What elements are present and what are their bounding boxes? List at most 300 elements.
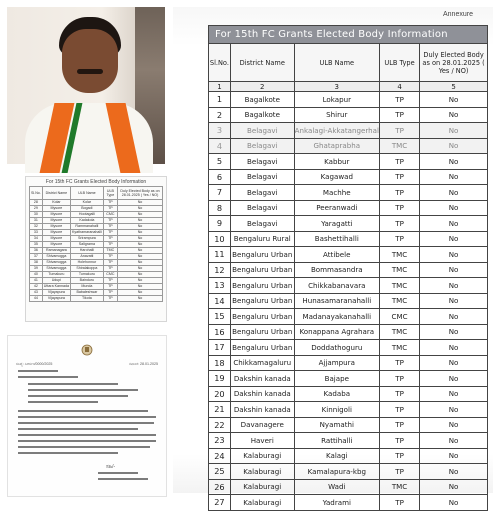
scan-serial-number: 30 [30,212,43,218]
serial-number: 21 [209,402,231,418]
scan-elected-status: No [118,266,163,272]
ulb-name: Kabbur [294,154,379,170]
table-title-row [209,26,488,44]
ulb-type: TP [379,495,419,511]
table-row [209,417,488,433]
letter-text-line [18,422,154,424]
table-row [209,231,488,247]
serial-number: 1 [209,92,231,108]
scan-district-name: Mysore [42,230,70,236]
scan-district-name: Vijayapura [42,296,70,302]
scan-district-name: Mysore [42,206,70,212]
table-row [209,433,488,449]
elected-status: No [420,247,488,263]
column-number: 3 [294,82,379,92]
elected-status: No [420,169,488,185]
scan-ulb-type: CMC [103,272,117,278]
column-header: ULB Type [379,44,419,82]
scan-ulb-name: Hootagalli [70,212,103,218]
scan-district-name: Tumakuru [42,272,70,278]
letter-date: ದಿನಾಂಕ: 28.01.2025 [129,362,158,366]
ulb-name: Attibele [294,247,379,263]
ulb-name: Shirur [294,107,379,123]
scan-ulb-name: Shiralakoppa [70,266,103,272]
scan-ulb-type: TP [103,296,117,302]
scan-column-header: ULB Name [70,187,103,200]
ulb-name: Lokapur [294,92,379,108]
table-row [209,107,488,123]
table-row [209,92,488,108]
elected-status: No [420,479,488,495]
ulb-name: Wadi [294,479,379,495]
portrait-photo [7,7,165,164]
scan-district-name: Vijayapura [42,290,70,296]
scan-ulb-name: Bogadi [70,206,103,212]
ulb-name: Nyamathi [294,417,379,433]
letter-text-line [18,370,58,372]
column-number: 5 [420,82,488,92]
letter-text-line [28,395,128,397]
serial-number: 25 [209,464,231,480]
ulb-type: TP [379,216,419,232]
district-name: Dakshin kanada [230,402,294,418]
scan-ulb-type: TP [103,254,117,260]
table-row [209,278,488,294]
ulb-type: TP [379,386,419,402]
ulb-type: TP [379,464,419,480]
district-name: Bengaluru Urban [230,293,294,309]
elected-status: No [420,324,488,340]
table-row [209,216,488,232]
ulb-name: Chikkabanavara [294,278,379,294]
serial-number: 13 [209,278,231,294]
scan-ulb-type: TP [103,236,117,242]
scan-elected-status: No [118,236,163,242]
ulb-type: TMC [379,293,419,309]
scan-elected-status: No [118,248,163,254]
scan-ulb-type: TP [103,230,117,236]
elected-status: No [420,123,488,139]
scan-district-name: Shivamogga [42,254,70,260]
scan-ulb-type: TMC [103,248,117,254]
scan-elected-status: No [118,212,163,218]
ulb-name: Kadaba [294,386,379,402]
scan-ulb-type: TP [103,218,117,224]
table-row [209,355,488,371]
ulb-type: TP [379,371,419,387]
scan-elected-status: No [118,200,163,206]
annexure-document [171,7,493,508]
serial-number: 4 [209,138,231,154]
scan-header-row [30,187,163,200]
ulb-type: TP [379,355,419,371]
scan-column-header: Sl.No. [30,187,43,200]
serial-number: 3 [209,123,231,139]
serial-number: 11 [209,247,231,263]
scan-serial-number: 34 [30,236,43,242]
elected-body-table [208,25,488,511]
district-name: Dakshin kanada [230,371,294,387]
scan-ulb-type: CMC [103,212,117,218]
elected-status: No [420,262,488,278]
scan-elected-status: No [118,278,163,284]
serial-number: 6 [209,169,231,185]
serial-number: 27 [209,495,231,511]
district-name: Bagalkote [230,92,294,108]
serial-number: 17 [209,340,231,356]
scan-district-name: Mysore [42,236,70,242]
scan-serial-number: 36 [30,248,43,254]
ulb-type: TP [379,231,419,247]
scan-column-header: ULB Type [103,187,117,200]
scan-serial-number: 32 [30,224,43,230]
scan-elected-status: No [118,260,163,266]
table-row [209,169,488,185]
elected-status: No [420,448,488,464]
letter-text-line [18,452,118,454]
ulb-name: Konappana Agrahara [294,324,379,340]
scan-ulb-name: Tikota [70,296,103,302]
column-number-row [209,82,488,92]
scan-table-row [30,296,163,302]
scan-elected-status: No [118,218,163,224]
elected-body-table-body [209,26,488,511]
scan-district-name: Uttara Kannada [43,284,69,288]
district-name: Kalaburagi [230,495,294,511]
scan-elected-status: No [118,224,163,230]
column-number: 1 [209,82,231,92]
ulb-type: TP [379,433,419,449]
letter-text-line [28,389,138,391]
scan-serial-number: 28 [30,200,43,206]
table-row [209,324,488,340]
table-row [209,309,488,325]
face [62,29,118,93]
scan-ulb-type: TP [103,206,117,212]
government-letter [7,335,167,497]
table-row [209,402,488,418]
ulb-type: TMC [379,324,419,340]
district-name: Belagavi [230,169,294,185]
column-header: District Name [230,44,294,82]
ulb-name: Yaragatti [294,216,379,232]
district-name: Kalaburagi [230,464,294,480]
scan-ulb-type: TP [103,260,117,266]
signature: ಸಹಿ/- [106,464,116,470]
elected-status: No [420,495,488,511]
district-name: Belagavi [230,185,294,201]
table-row [209,154,488,170]
ulb-name: Ghataprabha [294,138,379,154]
table-row [209,247,488,263]
district-name: Haveri [230,433,294,449]
serial-number: 23 [209,433,231,449]
district-name: Chikkamagaluru [230,355,294,371]
table-row [209,200,488,216]
serial-number: 18 [209,355,231,371]
ulb-name: Doddathoguru [294,340,379,356]
scan-ulb-type: TP [103,242,117,248]
scan-ulb-name: Kadakola [70,218,103,224]
ulb-type: TMC [379,262,419,278]
serial-number: 24 [209,448,231,464]
ulb-name: Ankalagi-Akkatangerhal [294,123,379,139]
table-row [209,262,488,278]
scan-table-body [30,200,163,302]
elected-status: No [420,402,488,418]
ulb-type: TMC [379,340,419,356]
ulb-type: TMC [379,138,419,154]
letter-reference: ಸಂಖ್ಯೆ: ಸಿಆಸುಇ/0000/2025 [16,362,53,366]
elected-status: No [420,200,488,216]
scan-district-name: Mysore [42,224,70,230]
district-name: Bengaluru Urban [230,247,294,263]
elected-status: No [420,340,488,356]
elected-status: No [420,231,488,247]
scan-ulb-name: Tumakuru [70,272,103,278]
scan-ulb-type: TP [103,284,117,290]
serial-number: 10 [209,231,231,247]
serial-number: 16 [209,324,231,340]
scan-serial-number: 35 [30,242,43,248]
scan-elected-status: No [118,230,163,236]
district-name: Belagavi [230,216,294,232]
ulb-type: TP [379,169,419,185]
letter-text-line [18,434,156,436]
table-row [209,293,488,309]
district-name: Bengaluru Urban [230,324,294,340]
district-name: Belagavi [230,138,294,154]
annexure-label: Annexure [443,11,473,18]
column-header: Sl.No. [209,44,231,82]
letter-text-line [18,446,150,448]
district-name: Belagavi [230,200,294,216]
scan-district-name: Shivamogga [42,260,70,266]
scan-serial-number: 43 [30,290,43,296]
table-row [209,495,488,511]
scan-district-name: Udupi [42,278,70,284]
serial-number: 14 [209,293,231,309]
column-header: Duly Elected Body as on 28.01.2025 ( Yes / NO) [420,44,488,82]
ulb-type: TP [379,185,419,201]
ulb-type: TP [379,448,419,464]
scan-ulb-type: TP [103,278,117,284]
scan-serial-number: 33 [30,230,43,236]
letter-text-line [18,440,156,442]
district-name: Davanagere [230,417,294,433]
scan-elected-status: No [118,242,163,248]
scan-ulb-name: Holehonnur [70,260,103,266]
district-name: Belagavi [230,123,294,139]
table-header-row [209,44,488,82]
ulb-name: Bommasandra [294,262,379,278]
scan-ulb-name: Kyathamaranahalli [71,230,102,234]
district-name: Kalaburagi [230,448,294,464]
table-title: For 15th FC Grants Elected Body Information [209,26,488,44]
ulb-type: TMC [379,278,419,294]
scan-ulb-name: Bainduru [70,278,103,284]
scan-district-name: Mysore [42,218,70,224]
serial-number: 19 [209,371,231,387]
ulb-type: TP [379,92,419,108]
elected-status: No [420,216,488,232]
scan-ulb-type: TP [103,224,117,230]
letter-text-line [28,401,98,403]
table-row [209,448,488,464]
serial-number: 8 [209,200,231,216]
scan-serial-number: 44 [30,296,43,302]
scan-elected-status: No [118,206,163,212]
ulb-name: Madanayakanahalli [294,309,379,325]
scan-ulb-name: Harohalli [70,248,103,254]
district-name: Bengaluru Urban [230,309,294,325]
ulb-type: TP [379,402,419,418]
state-emblem-icon [80,344,94,357]
serial-number: 5 [209,154,231,170]
elected-status: No [420,185,488,201]
scanned-table-page [25,176,167,322]
elected-status: No [420,371,488,387]
ulb-type: TP [379,123,419,139]
ulb-name: Machhe [294,185,379,201]
elected-status: No [420,464,488,480]
elected-status: No [420,92,488,108]
scan-district-name: Ramanagara [42,248,70,254]
ulb-name: Rattihalli [294,433,379,449]
district-name: Kalaburagi [230,479,294,495]
ulb-name: Ajjampura [294,355,379,371]
ulb-type: CMC [379,309,419,325]
elected-status: No [420,309,488,325]
letter-text-line [28,383,118,385]
elected-status: No [420,417,488,433]
table-row [209,123,488,139]
serial-number: 12 [209,262,231,278]
ulb-name: Kinnigoli [294,402,379,418]
district-name: Dakshin kanada [230,386,294,402]
scan-district-name: Mysore [42,242,70,248]
elected-status: No [420,386,488,402]
letter-text-line [98,472,138,474]
serial-number: 9 [209,216,231,232]
table-row [209,371,488,387]
district-name: Bengaluru Urban [230,262,294,278]
elected-status: No [420,154,488,170]
scan-district-name: Kolar [42,200,70,206]
ulb-type: TP [379,154,419,170]
scan-ulb-name: Babaleshwar [70,290,103,296]
elected-status: No [420,293,488,309]
elected-status: No [420,355,488,371]
serial-number: 20 [209,386,231,402]
column-number: 4 [379,82,419,92]
district-name: Belagavi [230,154,294,170]
column-number: 2 [230,82,294,92]
elected-status: No [420,433,488,449]
scan-column-header: Duly Elected Body as on 28.01.2025 ( Yes / NO) [118,187,163,200]
letter-text-line [18,428,138,430]
serial-number: 7 [209,185,231,201]
ulb-type: TP [379,417,419,433]
ulb-name: Kagawad [294,169,379,185]
scan-serial-number: 38 [30,260,43,266]
letter-text-line [18,376,78,378]
annexure-page [173,7,493,508]
serial-number: 22 [209,417,231,433]
scan-elected-status: No [118,284,163,290]
elected-status: No [420,138,488,154]
scan-ulb-name: Kolar [70,200,103,206]
district-name: Bengaluru Urban [230,340,294,356]
ulb-type: TMC [379,247,419,263]
serial-number: 26 [209,479,231,495]
serial-number: 2 [209,107,231,123]
table-row [209,340,488,356]
scan-district-name: Mysore [42,212,70,218]
scan-title: For 15th FC Grants Elected Body Information [45,179,147,185]
scan-elected-status: No [118,290,163,296]
ulb-type: TMC [379,479,419,495]
ulb-name: Kamalapura-kbg [294,464,379,480]
scan-serial-number: 39 [30,266,43,272]
ulb-name: Yadrami [294,495,379,511]
scan-serial-number: 37 [30,254,43,260]
district-name: Bagalkote [230,107,294,123]
scan-serial-number: 29 [30,206,43,212]
scan-column-header: District Name [42,187,70,200]
ulb-name: Bajape [294,371,379,387]
scan-ulb-type: TP [103,290,117,296]
letter-text-line [18,410,148,412]
scan-serial-number: 40 [30,272,43,278]
ulb-type: TP [379,107,419,123]
scan-ulb-name: Srirampura [70,236,103,242]
scan-ulb-name: Rammanahalli [70,224,103,230]
ulb-type: TP [379,200,419,216]
scan-ulb-name: Saligrama [70,242,103,248]
elected-status: No [420,278,488,294]
scan-elected-status: No [118,272,163,278]
scan-ulb-type: TP [103,266,117,272]
table-row [209,185,488,201]
district-name: Bengaluru Urban [230,278,294,294]
ulb-name: Bashettihalli [294,231,379,247]
scan-serial-number: 41 [30,278,43,284]
ulb-name: Peeranwadi [294,200,379,216]
scan-elected-status: No [118,296,163,302]
table-row [209,479,488,495]
scan-table [29,186,163,302]
letter-text-line [18,416,156,418]
elected-status: No [420,107,488,123]
scan-ulb-type: TP [103,200,117,206]
moustache [77,69,103,74]
ulb-name: Kalagi [294,448,379,464]
scan-serial-number: 31 [30,218,43,224]
district-name: Bengaluru Rural [230,231,294,247]
column-header: ULB Name [294,44,379,82]
table-row [209,386,488,402]
table-row [209,464,488,480]
scan-elected-status: No [118,254,163,260]
letter-text-line [98,478,148,480]
scan-ulb-name: Anavatti [70,254,103,260]
serial-number: 15 [209,309,231,325]
scan-serial-number: 42 [30,284,43,290]
ulb-name: Hunasamaranahalli [294,293,379,309]
scan-district-name: Shivamogga [42,266,70,272]
table-row [209,138,488,154]
